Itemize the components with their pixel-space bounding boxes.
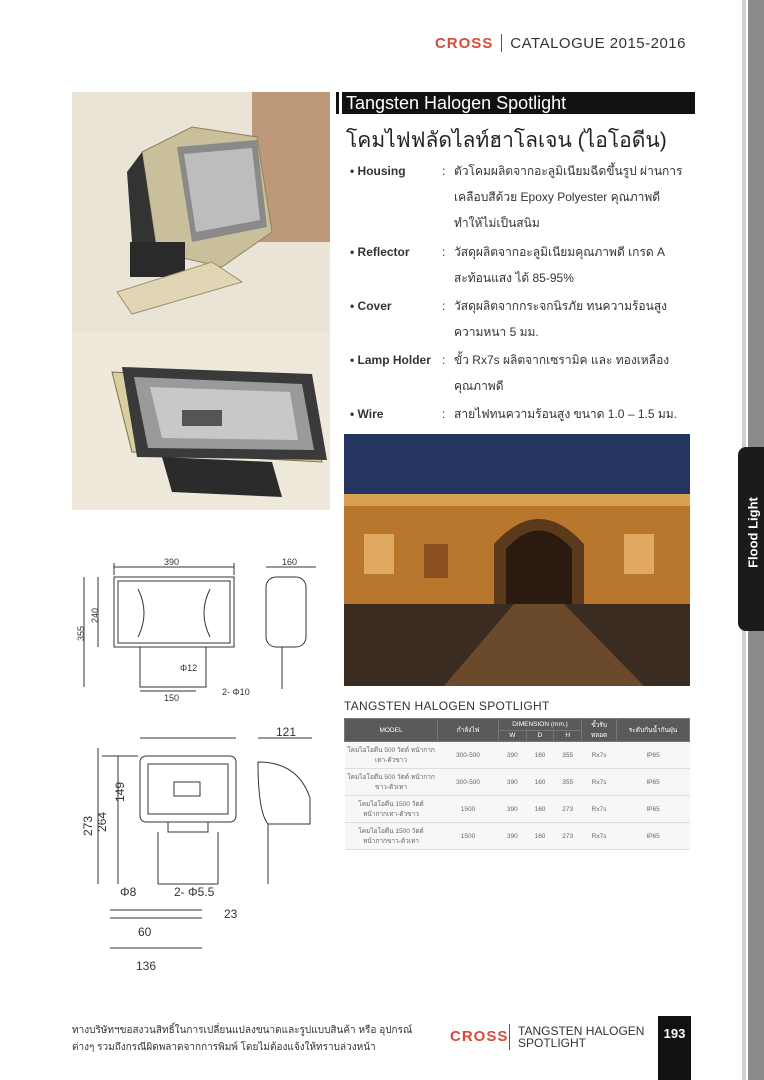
- cell-w: 390: [499, 796, 527, 823]
- spec-value: สายไฟทนความร้อนสูง ขนาด 1.0 – 1.5 มม.: [454, 407, 677, 421]
- spec-colon: :: [442, 164, 446, 178]
- cell-h: 273: [554, 823, 582, 850]
- side-tab-label: Flood Light: [745, 497, 761, 568]
- dim-total-height: 273: [81, 815, 95, 836]
- dim-offset: 23: [224, 907, 238, 921]
- dim-height-2: 149: [113, 781, 127, 802]
- dimension-drawing-1: [78, 555, 338, 705]
- table-row: [345, 769, 690, 796]
- cell-model: โคมไอโอดีน 500 วัตต์ หน้ากากขาว-ตัวเทา: [345, 769, 438, 796]
- dim-height-1: 264: [95, 811, 109, 832]
- table-title: TANGSTEN HALOGEN SPOTLIGHT: [344, 699, 550, 713]
- footer-divider: [509, 1024, 510, 1050]
- dim-holes: 2- Φ10: [222, 687, 250, 697]
- spec-value: วัสดุผลิตจากอะลูมิเนียมคุณภาพดี เกรด A สะท้อนแสง ได้ 85-95%: [454, 245, 665, 285]
- spec-key: • Reflector: [350, 245, 410, 259]
- spec-key: • Wire: [350, 407, 384, 421]
- cell-watt: 300-500: [438, 742, 499, 769]
- product-title-en: Tangsten Halogen Spotlight: [342, 92, 695, 114]
- dim-phi: Φ8: [120, 885, 137, 899]
- footer-disclaimer: [72, 1022, 412, 1056]
- cell-d: 160: [526, 769, 554, 796]
- dim-phi: Φ12: [180, 663, 198, 673]
- cell-base: Rx7s: [582, 742, 617, 769]
- brand-logo: CROSS: [434, 34, 494, 52]
- th-model: MODEL: [345, 719, 438, 742]
- floodlight-dark-illustration: [72, 332, 330, 510]
- cell-w: 390: [499, 823, 527, 850]
- dim-mid: 60: [138, 925, 152, 939]
- cell-base: Rx7s: [582, 769, 617, 796]
- floodlight-beige-illustration: [72, 92, 330, 332]
- cell-d: 160: [526, 742, 554, 769]
- spec-colon: :: [442, 299, 446, 313]
- cell-w: 390: [499, 769, 527, 796]
- footer-line-1: ทางบริษัทฯขอสงวนสิทธิ์ในการเปลี่ยนแปลงขนาดและรูปแบบสินค้า หรือ อุปกรณ์: [72, 1025, 413, 1036]
- footer-line-2: ต่างๆ รวมถึงกรณีผิดพลาดจากการพิมพ์ โดยไม่ต้องแจ้งให้ทราบล่วงหน้า: [72, 1042, 376, 1053]
- spec-colon: :: [442, 245, 446, 259]
- spec-value: ตัวโคมผลิตจากอะลูมิเนียมฉีดขึ้นรูป ผ่านการเคลือบสีด้วย Epoxy Polyester คุณภาพดี ทำให้ไม่เป็นสนิม: [454, 164, 683, 230]
- application-photo: [344, 434, 690, 686]
- product-photo-dark: [72, 332, 330, 510]
- th-dimension: DIMENSION (mm.): [499, 719, 582, 731]
- cell-h: 355: [554, 742, 582, 769]
- catalogue-label: CATALOGUE 2015-2016: [510, 34, 686, 52]
- th-ip: ระดับกันน้ำกันฝุ่น: [617, 719, 690, 742]
- header-divider: [501, 34, 502, 52]
- page-header: [435, 34, 686, 52]
- spec-value: ขั้ว Rx7s ผลิตจากเซรามิค และ ทองเหลืองคุณภาพดี: [454, 353, 670, 393]
- spec-table: [344, 718, 690, 850]
- th-base: ขั้วรับหลอด: [582, 719, 617, 742]
- dim-width: 390: [164, 557, 180, 567]
- cell-watt: 1500: [438, 796, 499, 823]
- cell-model: โคมไอโอดีน 1500 วัตต์ หน้ากากขาว-ตัวเทา: [345, 823, 438, 850]
- dimension-drawing-2: [82, 722, 332, 977]
- footer-brand-logo: CROSS: [450, 1028, 509, 1045]
- footer-name-line-1: TANGSTEN HALOGEN: [518, 1024, 645, 1038]
- cell-model: โคมไอโอดีน 500 วัตต์ หน้ากากเทา-ตัวขาว: [345, 742, 438, 769]
- dim-height: 240: [90, 607, 100, 623]
- table-row: [345, 742, 690, 769]
- dim-base: 150: [164, 693, 180, 703]
- spec-key: • Housing: [350, 164, 406, 178]
- cell-d: 160: [526, 823, 554, 850]
- th-d: D: [526, 730, 554, 742]
- cell-base: Rx7s: [582, 823, 617, 850]
- spec-key: • Lamp Holder: [350, 353, 431, 367]
- cell-model: โคมไอโอดีน 1500 วัตต์ หน้ากากเทา-ตัวขาว: [345, 796, 438, 823]
- spec-key: • Cover: [350, 299, 392, 313]
- dim-side: 160: [282, 557, 298, 567]
- cell-h: 355: [554, 769, 582, 796]
- cell-ip: IP65: [617, 742, 690, 769]
- cell-ip: IP65: [617, 823, 690, 850]
- spec-value: วัสดุผลิตจากกระจกนิรภัย ทนความร้อนสูง ความหนา 5 มม.: [454, 299, 668, 339]
- cell-watt: 1500: [438, 823, 499, 850]
- th-w: W: [499, 730, 527, 742]
- product-title-th: โคมไฟฟลัดไลท์ฮาโลเจน (ไอโอดีน): [346, 129, 667, 152]
- table-row: [345, 796, 690, 823]
- dim-total-height: 355: [76, 625, 86, 641]
- spec-colon: :: [442, 353, 446, 367]
- dim-side: 121: [276, 725, 297, 739]
- cell-w: 390: [499, 742, 527, 769]
- product-photo-beige: [72, 92, 330, 332]
- side-tab: [738, 447, 764, 631]
- spec-colon: :: [442, 407, 446, 421]
- cell-ip: IP65: [617, 796, 690, 823]
- footer-product-name: [518, 1025, 644, 1049]
- cell-watt: 300-500: [438, 769, 499, 796]
- th-watt: กำลังไฟ: [438, 719, 499, 742]
- cell-d: 160: [526, 796, 554, 823]
- cell-h: 273: [554, 796, 582, 823]
- th-h: H: [554, 730, 582, 742]
- cell-ip: IP65: [617, 769, 690, 796]
- cell-base: Rx7s: [582, 796, 617, 823]
- footer-name-line-2: SPOTLIGHT: [518, 1036, 587, 1050]
- page-number: 193: [658, 1016, 691, 1080]
- dim-holes: 2- Φ5.5: [174, 885, 215, 899]
- night-building-illustration: [344, 434, 690, 686]
- table-row: [345, 823, 690, 850]
- dim-base: 136: [136, 959, 157, 973]
